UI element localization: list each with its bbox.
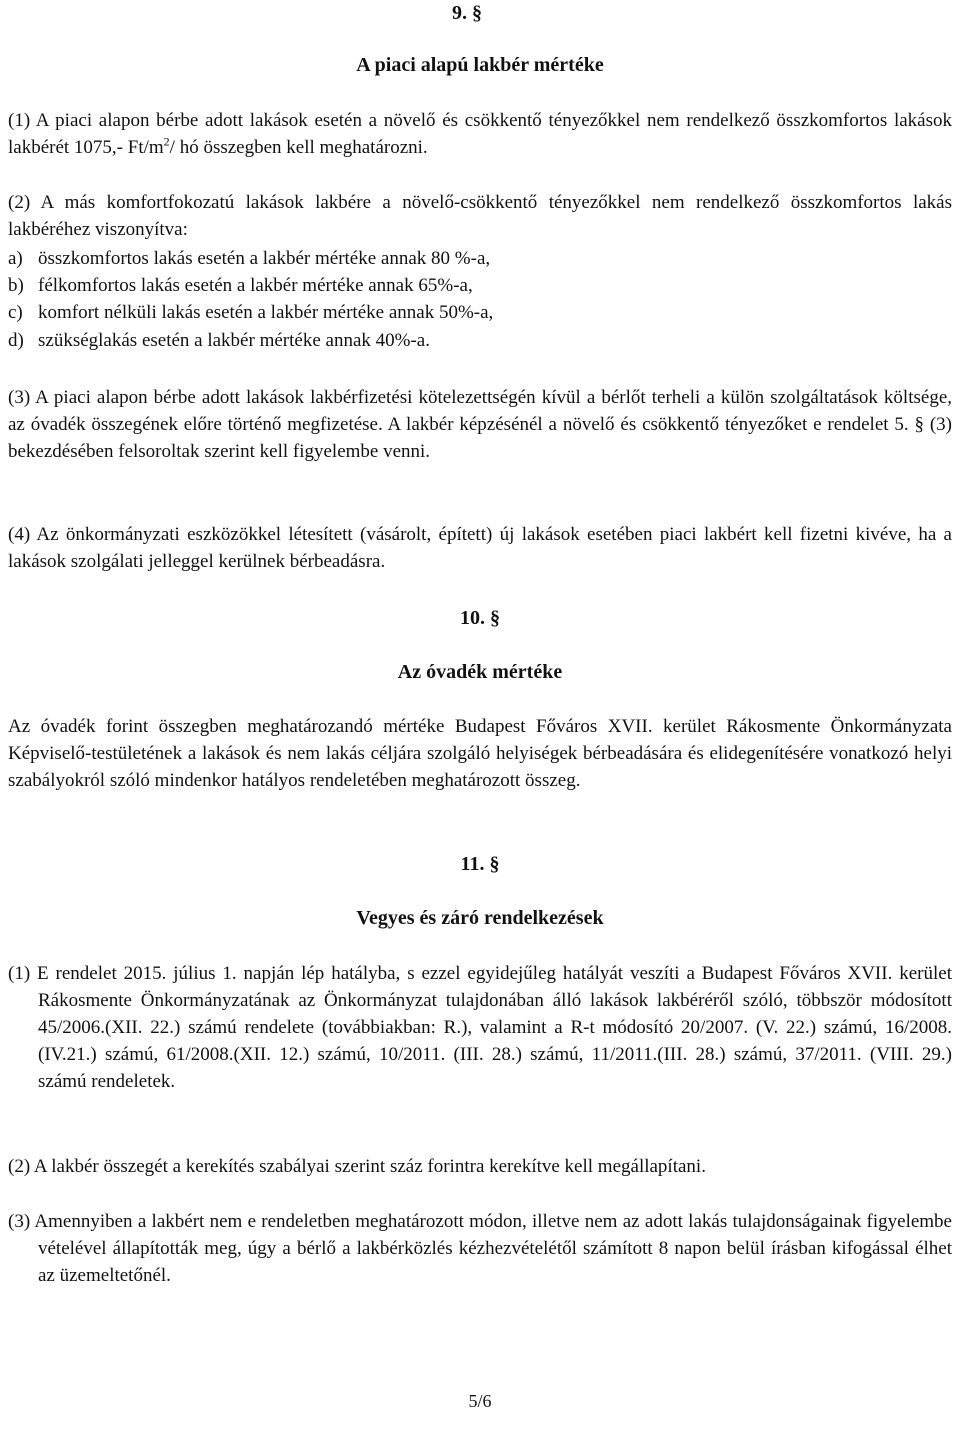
paragraph-9-1: (1) A piaci alapon bérbe adott lakások esetén a növelő és csökkentő tényezőkkel nem rendelkező összkomfortos lakások lakbérét 1075,- $Ft/m^2/$ hó összegben kell meghatározni. (8, 110, 952, 158)
paragraph-11-3: (3) Amennyiben a lakbért nem e rendeletben meghatározott módon, illetve nem az adott lakás tulajdonságainak figyelembe vételével állapították meg, úgy a bérlő a lakbérközlés kézhezvételétől számított 8 napon belül írásban kifogással élhet az üzemeltetőnél. (8, 1211, 952, 1286)
section-title-9: A piaci alapú lakbér mértéke (356, 54, 604, 76)
list-item: b) félkomfortos lakás esetén a lakbér mértéke annak 65%-a, (8, 275, 473, 296)
paragraph-9-3: (3) A piaci alapon bérbe adott lakások lakbérfizetési kötelezettségén kívül a bérlőt terheli a külön szolgáltatások költsége, az óvadék összegének előre történő megfizetése. A lakbér képzésénél a növelő és csökkentő tényezőket e rendelet 5. § (3) bekezdésében felsoroltak szerint kell figyelembe venni. (8, 387, 952, 462)
paragraph-11-1: (1) E rendelet 2015. július 1. napján lép hatályba, s ezzel egyidejűleg hatályát veszíti a Budapest Főváros XVII. kerület Rákosmente Önkormányzatának az Önkormányzat tulajdonában álló lakások lakbéréről szóló, többször módosított 45/2006.(XII. 22.) számú rendelete (továbbiakban: R.), valamint a R-t módosító 20/2007. (V. 22.) számú, 16/2008.(IV.21.) számú, 61/2008.(XII. 12.) számú, 10/2011. (III. 28.) számú, 11/2011.(III. 28.) számú, 37/2011. (VIII. 29.) számú rendeletek. (8, 963, 952, 1092)
list-item: d) szükséglakás esetén a lakbér mértéke annak 40%-a. (8, 330, 430, 351)
superscript: 2 (163, 134, 170, 149)
paragraph-10-1: Az óvadék forint összegben meghatározandó mértéke Budapest Főváros XVII. kerület Rákosmente Önkormányzata Képviselő-testületének a lakások és nem lakás céljára szolgáló helyiségek bérbeadására és elidegenítésére vonatkozó helyi szabályokról szóló mindenkor hatályos rendeletében meghatározott összeg. (8, 716, 952, 791)
paragraph-9-4: (4) Az önkormányzati eszközökkel létesített (vásárolt, épített) új lakások esetében piaci lakbért kell fizetni kivéve, ha a lakások szolgálati jelleggel kerülnek bérbeadásra. (8, 524, 952, 572)
section-title-10: Az óvadék mértéke (397, 661, 563, 683)
list-item: c) komfort nélküli lakás esetén a lakbér mértéke annak 50%-a, (8, 302, 494, 323)
paragraph-11-2: (2) A lakbér összegét a kerekítés szabályai szerint száz forintra kerekítve kell megállapítani. (8, 1156, 706, 1177)
page-number: 5/6 (468, 1391, 492, 1411)
section-number-11: 11. § (460, 853, 500, 875)
section-number-10: 10. § (460, 607, 500, 629)
paragraph-9-2-intro: (2) A más komfortfokozatú lakások lakbére a növelő-csökkentő tényezőkkel nem rendelkező összkomfortos lakás lakbéréhez viszonyítva: (8, 192, 952, 240)
list-item: a) összkomfortos lakás esetén a lakbér mértéke annak 80 %-a, (8, 248, 491, 269)
section-title-11: Vegyes és záró rendelkezések (356, 907, 604, 929)
